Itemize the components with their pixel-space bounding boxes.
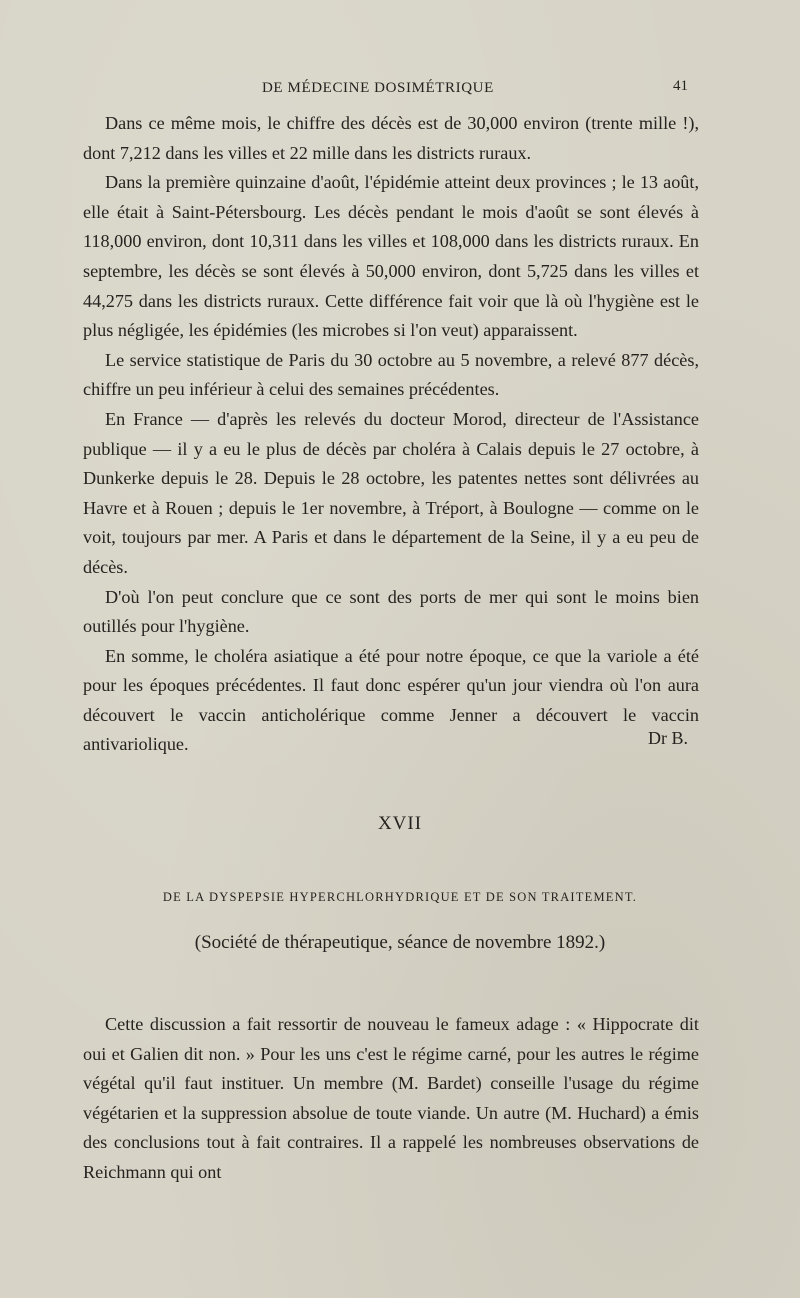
paragraph: En somme, le choléra asiatique a été pour notre époque, ce que la variole a été pour les époques précédentes. Il faut donc espérer qu'un jour viendra où l'on aura découvert le vaccin anticholérique comme Jenner a découvert le vaccin antivariolique. [83,645,699,755]
body-text [83,109,699,760]
paragraph: Dans la première quinzaine d'août, l'épidémie atteint deux provinces ; le 13 août, elle était à Saint-Pétersbourg. Les décès pendant le mois d'août se sont élevés à 118,000 environ, dont 10,311 dans les villes et 108,000 dans les districts ruraux. En septembre, les décès se sont élevés à 50,000 environ, dont 5,725 dans les villes et 44,275 dans les districts ruraux. Cette différence fait voir que là où l'hygiène est le plus négligée, les épidémies (les microbes si l'on veut) apparaissent. [83,172,699,341]
section-body-text [83,1010,699,1188]
section-number: XVII [377,813,423,834]
paragraph: En France — d'après les relevés du docteur Morod, directeur de l'Assistance publique — il y a eu le plus de décès par choléra à Calais depuis le 27 octobre, à Dunkerke depuis le 28. Depuis le 28 octobre, les patentes nettes sont délivrées au Havre et à Rouen ; depuis le 1er novembre, à Tréport, à Boulogne — comme on le voit, toujours par mer. A Paris et dans le département de la Seine, il y a eu peu de décès. [83,408,699,577]
paragraph: Dans ce même mois, le chiffre des décès est de 30,000 environ (trente mille !), dont 7,212 dans les villes et 22 mille dans les districts ruraux. [83,113,699,163]
section-subtitle: (Société de thérapeutique, séance de novembre 1892.) [194,932,606,953]
running-head: DE MÉDECINE DOSIMÉTRIQUE [262,80,494,96]
paragraph: Cette discussion a fait ressortir de nouveau le fameux adage : « Hippocrate dit oui et Galien dit non. » Pour les uns c'est le régime carné, pour les autres le régime végétal qu'il faut instituer. Un membre (M. Bardet) conseille l'usage du régime végétarien et la suppression absolue de toute viande. Un autre (M. Huchard) a émis des conclusions tout à fait contraires. Il a rappelé les nombreuses observations de Reichmann qui ont [83,1014,699,1182]
paragraph: D'où l'on peut conclure que ce sont des ports de mer qui sont le moins bien outillés pour l'hygiène. [83,586,699,637]
paragraph: Le service statistique de Paris du 30 octobre au 5 novembre, a relevé 877 décès, chiffre un peu inférieur à celui des semaines précédentes. [83,349,699,400]
section-title: DE LA DYSPEPSIE HYPERCHLORHYDRIQUE ET DE SON TRAITEMENT. [162,890,638,904]
signature: Dr B. [648,728,688,748]
page-number: 41 [673,78,688,94]
